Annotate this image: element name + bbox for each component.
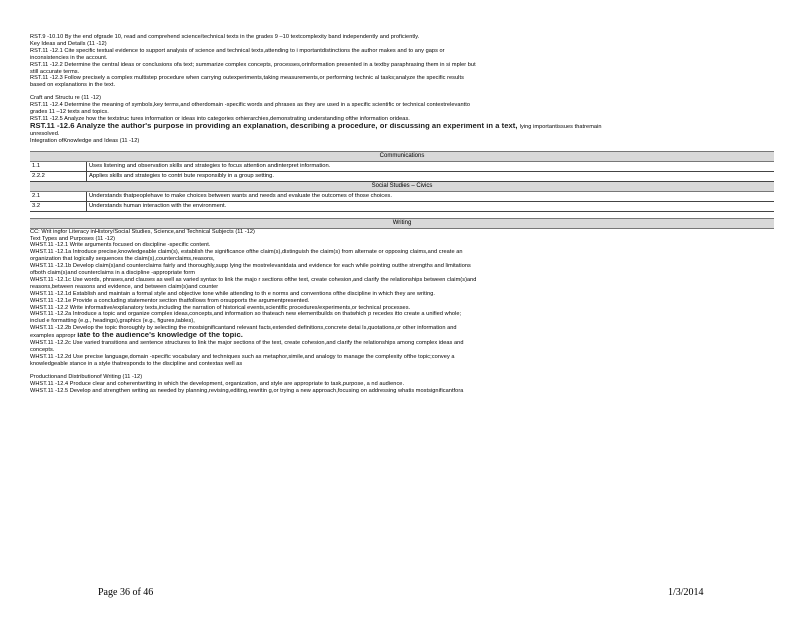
writing-section — [30, 229, 774, 395]
text-line: Text Types and Purposes (11 -12) — [30, 235, 116, 242]
text-line: Productionand Distributionof Writing (11 -12) — [30, 373, 143, 380]
standard-rst-12-6: RST.11 -12.6 Analyze the author's purpose in providing an explanation, describing a procedure, or discussing an experiment in a text, — [30, 122, 520, 130]
text-line: WHST.11 -12.1 Write arguments focused on discipline -specific content. — [30, 242, 211, 249]
standard-text: Uses listening and observation skills and strategies to focus attention andinterpret information. — [87, 162, 775, 172]
text-line: inconsistencies in the account. — [30, 54, 108, 61]
text-line: RST.11 -12.1 Cite specific textual evidence to support analysis of science and technical texts,attending to i mportantdistinctions the author makes and to any gaps or — [30, 47, 445, 54]
text-fragment: examples appropr — [30, 333, 76, 340]
text-line: Craft and Structu re (11 -12) — [30, 95, 101, 102]
text-line: grades 11 –12 texts and topics. — [30, 109, 109, 116]
text-line: WHST.11 -12.1d Establish and maintain a formal style and objective tone while attending to th e norms and conventions ofthe discipline in which they are writing. — [30, 290, 436, 297]
text-line: reasons,between reasons and evidence, and between claim(s)and counter — [30, 283, 219, 290]
writing-header: Writing — [30, 218, 774, 229]
text-line: WHST.11 -12.1e Provide a concluding statementor section thatfollows from orsupports the argumentpresented. — [30, 297, 310, 304]
standard-text: Understands human interaction with the environment. — [87, 201, 775, 211]
text-line: WHST.11 -12.5 Develop and strengthen writing as needed by planning,revising,editing,rewritin g,or trying a new approach,focusing on addressing whatis mostsignificantfora — [30, 387, 464, 394]
social-studies-header: Social Studies – Civics — [30, 182, 774, 192]
standard-code: 2.2.2 — [30, 171, 87, 181]
text-line: WHST.11 -12.2c Use varied transitions and sentence structures to link the major sections of the text, create cohesion,and clarify the relationships among complex ideas and — [30, 340, 464, 347]
text-line: WHST.11 -12.1a Introduce precise,knowledgeable claim(s), establish the significance ofthe claim(s),distinguish the claim(s) from alternate or opposing claims,and create an — [30, 249, 463, 256]
standard-code: 3.2 — [30, 201, 87, 211]
emphasized-text: iate to the audience's knowledge of the topic. — [77, 332, 243, 340]
standard-text: Applies skills and strategies to contri bute responsibly in a group setting. — [87, 171, 775, 181]
text-line: CC: Writ ingfor Literacy inHistory/Social Studies, Science,and Technical Subjects (11 -12) — [30, 228, 255, 235]
standard-text: Understands thatpeoplehave to make choices between wants and needs and evaluate the outcomes of those choices. — [87, 192, 775, 202]
text-fragment: lying importantissues thatremain — [519, 123, 602, 130]
text-line: unresolved. — [30, 130, 60, 137]
footer-date: 1/3/2014 — [668, 587, 704, 598]
reading-section — [30, 34, 774, 145]
text-line: WHST.11 -12.1b Develop claim(s)and counterclaims fairly and thoroughly,supp lying the mostrelevantdata and evidence for each while pointing outthe strengths and limitations — [30, 263, 471, 270]
table-row — [30, 192, 774, 202]
document-page — [30, 34, 774, 394]
text-line: WHST.11 -12.1c Use words, phrases,and clauses as well as varied syntax to link the majo r sections ofthe text, create cohesion,and clarify the relationships between claim(s)and — [30, 276, 477, 283]
text-line — [30, 123, 774, 131]
text-line: RST.11 -12.3 Follow precisely a complex multistep procedure when carrying outexperiments,taking measurements,or performing technic al tasks;analyze the specific results — [30, 75, 464, 82]
text-line: concepts. — [30, 347, 55, 353]
text-line: WHST.11 -12.2 Write informative/explanatory texts,including the narration of historical events,scientific procedures/experiments,or technical processes. — [30, 304, 411, 311]
text-line: RST.9 -10.10 By the end ofgrade 10, read and comprehend science/technical texts in the grades 9 –10 textcomplexity band independently and proficiently. — [30, 34, 420, 40]
text-line: Key Ideas and Details (11 -12) — [30, 40, 107, 47]
table-row — [30, 201, 774, 211]
text-line: WHST.11 -12.2d Use precise language,domain -specific vocabulary and techniques such as metaphor,simile,and analogy to manage the complexity ofthe topic;convey a — [30, 353, 455, 360]
social-studies-table — [30, 192, 774, 212]
text-line: organization that logically sequences the claim(s),counterclaims,reasons, — [30, 256, 215, 263]
table-row — [30, 162, 774, 172]
text-line: WHST.11 -12.4 Produce clear and coherentwriting in which the development, organization, and style are appropriate to task,purpose, a nd audience. — [30, 380, 405, 387]
text-line: Integration ofKnowledge and Ideas (11 -12) — [30, 137, 140, 144]
table-row — [30, 171, 774, 181]
text-line: RST.11 -12.2 Determine the central ideas or conclusions ofa text; summarize complex concepts, processes,orinformation presented in a textby paraphrasing them in si mpler but — [30, 61, 476, 68]
text-line: based on explanations in the text. — [30, 82, 116, 89]
text-line: knowledgeable stance in a style thatresponds to the discipline and contextas well as — [30, 360, 243, 367]
text-line: includ e formatting (e.g., headings),graphics (e.g., figures,tables), — [30, 318, 195, 325]
communications-table — [30, 162, 774, 182]
text-line — [30, 332, 774, 340]
page-number: Page 36 of 46 — [98, 587, 154, 598]
communications-header: Communications — [30, 151, 774, 162]
text-line: WHST.11 -12.2a Introduce a topic and organize complex ideas,concepts,and information so thateach new elementbuilds on thatwhich p recedes itto create a unified whole; — [30, 311, 462, 318]
standard-code: 2.1 — [30, 192, 87, 202]
standard-code: 1.1 — [30, 162, 87, 172]
text-line: WHST.11 -12.2b Develop the topic thoroughly by selecting the mostsignificantand relevant facts,extended definitions,concrete detai ls,quotations,or other information and — [30, 325, 457, 332]
text-line: RST.11 -12.4 Determine the meaning of symbols,key terms,and otherdomain -specific words and phrases as they are used in a specific scientific or technical contextrelevantto — [30, 102, 471, 109]
text-line: still accurate terms. — [30, 68, 80, 75]
text-line: ofboth claim(s)and counterclaims in a discipline -appropriate form — [30, 270, 195, 277]
text-line: RST.11 -12.5 Analyze how the textstruc tures information or ideas into categories orhierarchies,demonstrating understanding ofthe information orideas. — [30, 115, 410, 122]
